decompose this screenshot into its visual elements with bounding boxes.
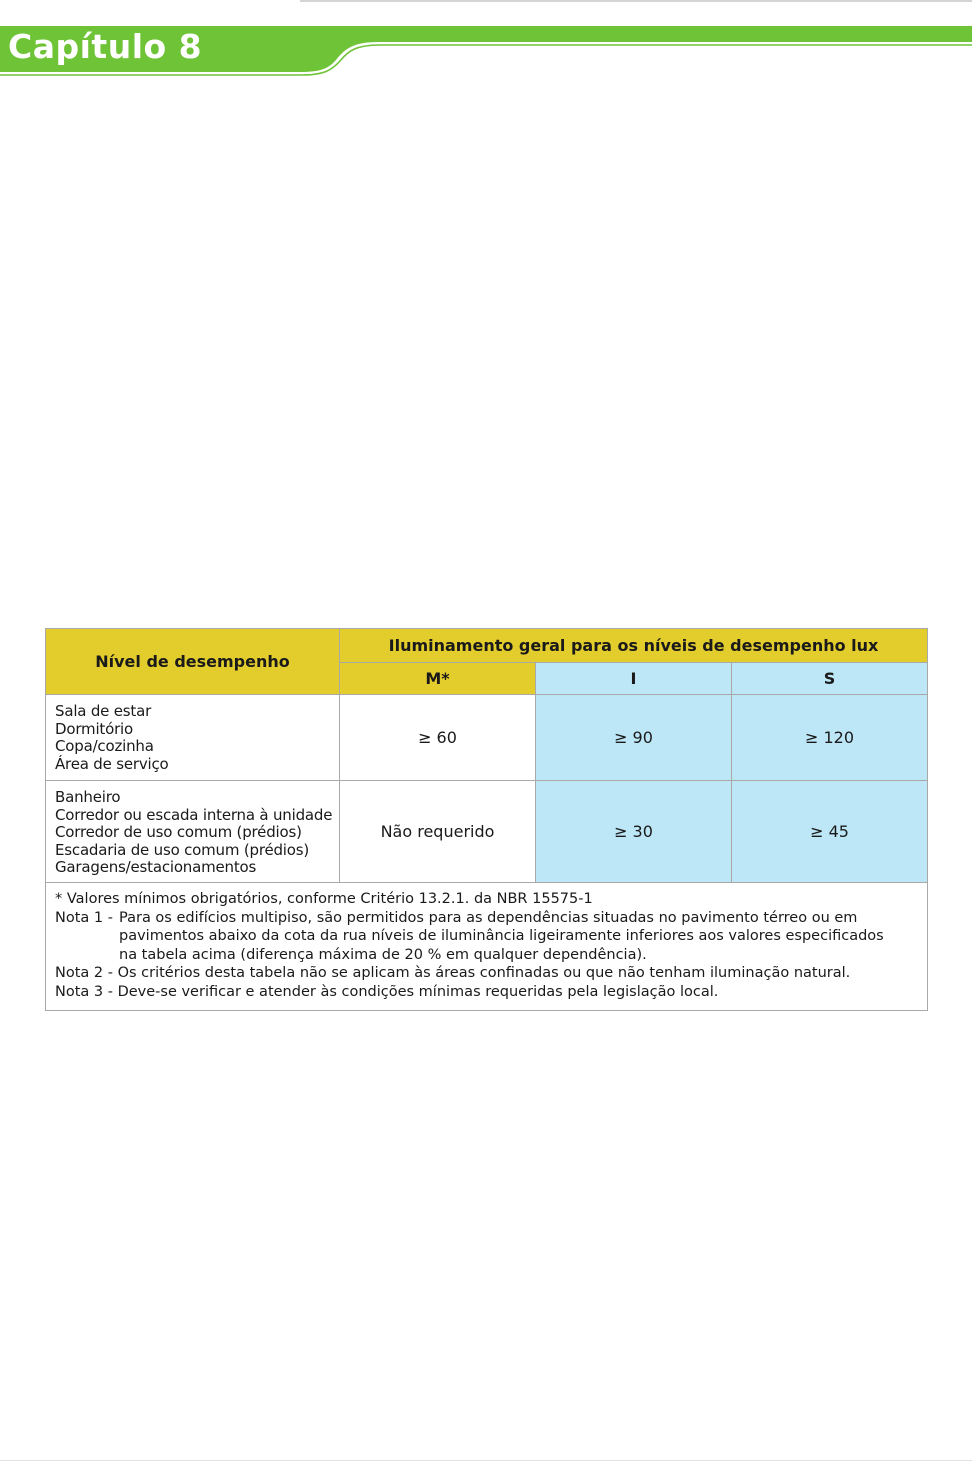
notes-row [46,883,928,1011]
table-notes [46,883,928,1011]
bottom-divider [0,1460,972,1461]
room-name: Área de serviço [55,754,169,773]
level-s-header: S [732,663,928,695]
value-i: ≥ 30 [536,781,732,883]
nota-1-label: Nota 1 - [55,909,113,926]
nota-3: Nota 3 - Deve-se verificar e atender às condições mínimas requeridas pela legislação local. [55,983,719,1000]
chapter-title: Capítulo 8 [8,27,203,66]
nota-1-line: pavimentos abaixo da cota da rua níveis de iluminância ligeiramente inferiores aos valores especificados [119,928,884,944]
value-i: ≥ 90 [536,695,732,781]
nota-1 [55,909,919,965]
room-name: Escadaria de uso comum (prédios) [55,840,310,859]
table-header-row [46,629,928,663]
footnote: * Valores mínimos obrigatórios, conforme Critério 13.2.1. da NBR 15575-1 [55,891,593,907]
room-name: Copa/cozinha [55,737,154,755]
room-list [46,781,340,883]
room-name: Dormitório [55,719,133,738]
nota-2: Nota 2 - Os critérios desta tabela não se aplicam às áreas confinadas ou que não tenham iluminação natural. [55,965,851,981]
room-name: Sala de estar [55,702,152,720]
value-s: ≥ 120 [732,695,928,781]
table-row [46,695,928,781]
room-name: Garagens/estacionamentos [55,858,257,876]
value-m: Não requerido [340,781,536,883]
value-s: ≥ 45 [732,781,928,883]
room-list [46,695,340,781]
value-m: ≥ 60 [340,695,536,781]
nota-1-body [119,909,919,965]
level-m-header: M* [340,663,536,695]
level-column-header: Nível de desempenho [46,629,340,695]
nota-1-line: Para os edifícios multipiso, são permitidos para as dependências situadas no pavimento térreo ou em [119,909,858,926]
room-name: Corredor de uso comum (prédios) [55,823,302,841]
illuminance-table [45,628,928,1011]
nota-1-line: na tabela acima (diferença máxima de 20 % em qualquer dependência). [119,946,647,963]
room-name: Banheiro [55,788,121,806]
level-i-header: I [536,663,732,695]
illuminance-header: Iluminamento geral para os níveis de desempenho lux [340,629,928,663]
top-divider [300,0,972,2]
room-name: Corredor ou escada interna à unidade [55,805,333,824]
table-row [46,781,928,883]
